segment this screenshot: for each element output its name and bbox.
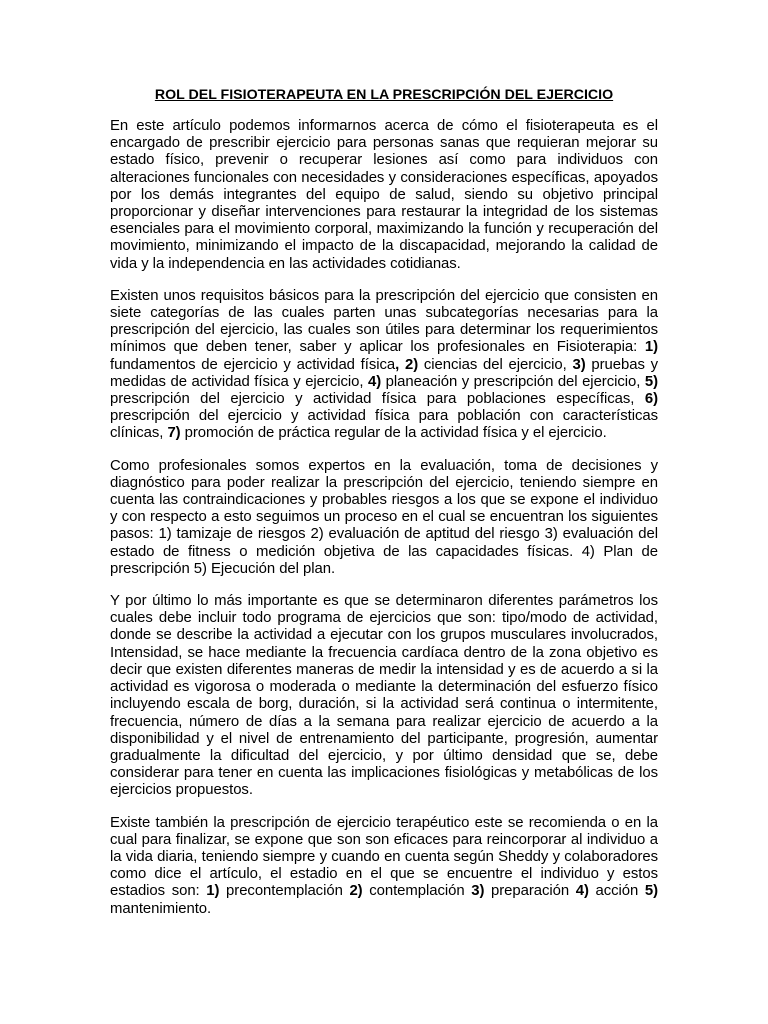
p5-item-4: acción [588,883,645,900]
p5-num-5: 5) [644,883,659,900]
paragraph-5 [110,815,658,918]
p2-num-4: 4) [367,373,382,390]
p5-num-2: 2) [349,883,363,900]
p2-num-7: 7) [167,425,181,442]
p2-item-1: fundamentos de ejercicio y actividad física [110,356,396,373]
p5-num-1: 1) [206,883,220,900]
p2-intro: Existen unos requisitos básicos para la prescripción del ejercicio que consisten en siete categorías de las cuales parten unas subcategorías necesarias para la prescripción del ejercicio, las cuales son útiles para determinar los requerimientos mínimos que deben tener, saber y aplicar los profesionales en Fisioterapia: [110,287,658,356]
p2-item-6: prescripción del ejercicio y actividad física para población con características clínicas, [110,408,658,442]
p2-item-5: prescripción del ejercicio y actividad física para poblaciones específicas, [110,391,645,408]
paragraph-2 [110,288,658,443]
p5-item-1: precontemplación [219,883,350,900]
p2-num-1: 1) [644,339,658,356]
p5-item-5: mantenimiento. [110,900,212,917]
document-title: ROL DEL FISIOTERAPEUTA EN LA PRESCRIPCIÓN DEL EJERCICIO [154,87,614,103]
p2-num-2: 2) [404,356,419,373]
paragraph-3: Como profesionales somos expertos en la evaluación, toma de decisiones y diagnóstico para poder realizar la prescripción del ejercicio, teniendo siempre en cuenta las contraindicaciones y probables riesgos a los que se expone el individuo y con respecto a esto seguimos un proceso en el cual se encuentran los siguientes pasos: 1) tamizaje de riesgos 2) evaluación de aptitud del riesgo 3) evaluación del estado de fitness o medición objetiva de las capacidades físicas. 4) Plan de prescripción 5) Ejecución del plan. [110,457,658,577]
p2-item-2: ciencias del ejercicio, [418,356,573,373]
p2-num-3: 3) [572,356,586,373]
p2-comma-1: , [395,356,400,373]
p5-num-4: 4) [575,883,589,900]
p5-item-3: preparación [484,883,576,900]
paragraph-1: En este artículo podemos informarnos acerca de cómo el fisioterapeuta es el encargado de prescribir ejercicio para personas sanas que requieran mejorar su estado físico, prevenir o recuperar lesiones así como para individuos con alteraciones funcionales con necesidades y consideraciones específicas, apoyados por los demás integrantes del equipo de salud, siendo su objetivo principal proporcionar y diseñar intervenciones para restaurar la integridad de los sistemas esenciales para el movimiento corporal, maximizando la función y recuperación del movimiento, minimizando el impacto de la discapacidad, mejorando la calidad de vida y la independencia en las actividades cotidianas. [110,118,658,272]
p2-item-7: promoción de práctica regular de la actividad física y el ejercicio. [180,425,607,442]
p2-num-5: 5) [644,373,658,390]
p2-item-3: pruebas y medidas de actividad física y ejercicio, [110,356,659,390]
document-page [110,86,658,918]
p5-num-3: 3) [471,883,485,900]
p2-item-4: planeación y prescripción del ejercicio, [381,373,645,390]
p5-intro: Existe también la prescripción de ejercicio terapéutico este se recomienda o en la cual para finalizar, se expone que son son eficaces para reincorporar al individuo a la vida diaria, teniendo siempre y cuando en cuenta según Sheddy y colaboradores como dice el artículo, el estadio en el que se encuentre el individuo y estos estadios son: [110,814,658,900]
p5-item-2: contemplación [362,883,472,900]
paragraph-4: Y por último lo más importante es que se determinaron diferentes parámetros los cuales debe incluir todo programa de ejercicios que son: tipo/modo de actividad, donde se describe la actividad a ejecutar con los grupos musculares involucrados, Intensidad, se hace mediante la frecuencia cardíaca dentro de la zona objetivo es decir que existen diferentes maneras de medir la intensidad y es de acuerdo a si la actividad es vigorosa o moderada o mediante la determinación del esfuerzo físico incluyendo escala de borg, duración, si la actividad será continua o intermitente, frecuencia, número de días a la semana para realizar ejercicio de acuerdo a la disponibilidad y el nivel de entrenamiento del participante, progresión, aumentar gradualmente la dificultad del ejercicio, y por último densidad que se, debe considerar para tener en cuenta las implicaciones fisiológicas y metabólicas de los ejercicios propuestos. [110,593,658,799]
p2-num-6: 6) [644,391,658,408]
